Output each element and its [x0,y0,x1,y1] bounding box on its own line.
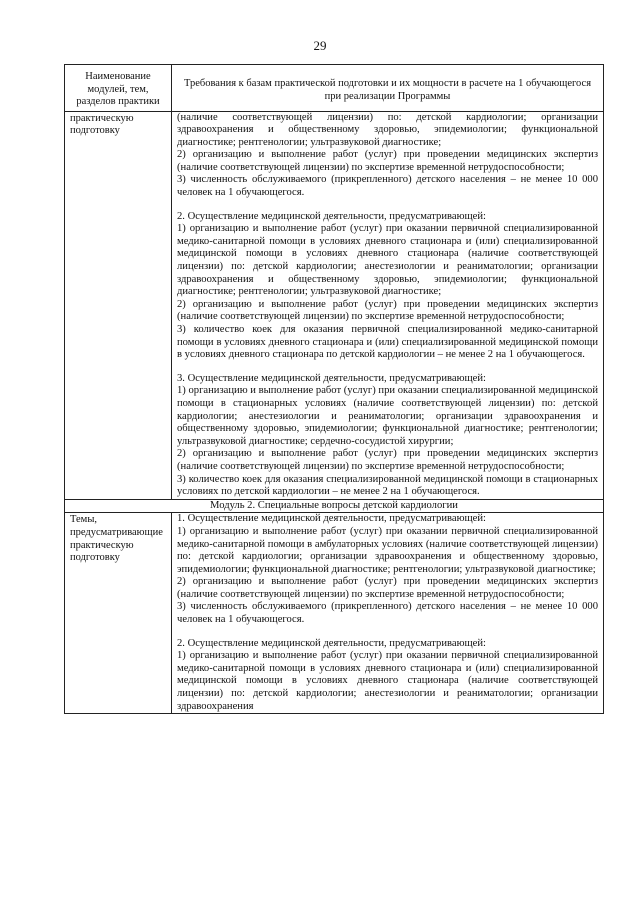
paragraph: 2) организацию и выполнение работ (услуг) при проведении медицинских экспертиз (наличие соответствующей лицензии) по экспертизе временной нетрудоспособности; [177,149,598,173]
paragraph: 1) организацию и выполнение работ (услуг) при оказании первичной специализированной медико-санитарной помощи в условиях дневного стационара и (или) специализированной медицинской помощи в условиях дневного стационара (наличие соответствующей лицензии) по: детской кардиологии; анестезиологии и реаниматологии; организации здравоохранения [177,650,598,712]
paragraph: 3) количество коек для оказания первичной специализированной медико-санитарной помощи в условиях дневного стационара и (или) специализированной медицинской помощи в условиях дневного стационара по детской кардиологии – не менее 2 на 1 обучающегося. [177,324,598,361]
table-row [65,111,604,499]
row2-right-cell [172,513,604,714]
paragraph: 1) организацию и выполнение работ (услуг) при оказании первичной специализированной медико-санитарной помощи в условиях дневного стационара и (или) специализированной медицинской помощи в условиях дневного стационара (наличие соответствующей лицензии) по: детской кардиологии; анестезиологии и реаниматологии; организации здравоохранения и общественному здоровью, эпидемиологии; функциональной диагностике; рентгенологии; ультразвуковой диагностике; [177,223,598,298]
paragraph: 1) организацию и выполнение работ (услуг) при оказании специализированной медицинской помощи в стационарных условиях (наличие соответствующей лицензии) по: детской кардиологии; анестезиологии и реаниматологии; организации здравоохранения и общественному здоровью, эпидемиологии; функциональной диагностике; рентгенологии; ультразвуковой диагностике; сердечно-сосудистой хирургии; [177,385,598,447]
row1-block-2 [172,211,603,362]
header-modules-text: Наименование модулей, тем, разделов практики [76,71,160,107]
header-requirements-text: Требования к базам практической подготовки и их мощности в расчете на 1 обучающегося при реализации Программы [183,78,592,102]
row2-left-cell [65,513,172,714]
row2-block-2 [172,638,603,714]
page-number: 29 [313,38,327,53]
header-cell-modules [65,65,172,112]
row1-block-3 [172,373,603,499]
row2-left-text: Темы, предусматривающие практическую подготовку [70,514,163,564]
row1-left-text: практическую подготовку [70,112,134,137]
paragraph: 2. Осуществление медицинской деятельности, предусматривающей: [177,637,486,649]
paragraph: 1. Осуществление медицинской деятельности, предусматривающей: [177,513,486,525]
module-2-title: Модуль 2. Специальные вопросы детской кардиологии [210,499,458,511]
table-header-row [65,65,604,112]
row1-left-cell [65,111,172,499]
paragraph: 3. Осуществление медицинской деятельности, предусматривающей: [177,372,486,384]
module-title-cell [65,499,604,513]
paragraph: 3) количество коек для оказания специализированной медицинской помощи в стационарных условиях по детской кардиологии – не менее 2 на 1 обучающегося. [177,473,598,498]
paragraph: 3) численность обслуживаемого (прикрепленного) детского населения – не менее 10 000 человек на 1 обучающегося. [177,601,598,626]
paragraph: 2) организацию и выполнение работ (услуг) при проведении медицинских экспертиз (наличие соответствующей лицензии) по экспертизе временной нетрудоспособности; [177,576,598,600]
paragraph: 2. Осуществление медицинской деятельности, предусматривающей: [177,210,486,222]
paragraph: (наличие соответствующей лицензии) по: детской кардиологии; организации здравоохранения и общественному здоровью, эпидемиологии; функциональной диагностике; рентгенологии; ультразвуковой диагностике; [177,111,598,148]
row1-right-cell [172,111,604,499]
paragraph: 3) численность обслуживаемого (прикрепленного) детского населения – не менее 10 000 человек на 1 обучающегося. [177,174,598,199]
module-title-row [65,499,604,513]
row1-block-1 [172,112,603,200]
paragraph: 1) организацию и выполнение работ (услуг) при оказании первичной специализированной медико-санитарной помощи в амбулаторных условиях (наличие соответствующей лицензии) по: детской кардиологии; организации здравоохранения и общественному здоровью, эпидемиологии; функциональной диагностике; рентгенологии; ультразвуковой диагностике; [177,525,598,575]
requirements-table [64,64,604,714]
table-row [65,513,604,714]
paragraph: 2) организацию и выполнение работ (услуг) при проведении медицинских экспертиз (наличие соответствующей лицензии) по экспертизе временной нетрудоспособности; [177,448,598,472]
row2-block-1 [172,513,603,626]
paragraph: 2) организацию и выполнение работ (услуг) при проведении медицинских экспертиз (наличие соответствующей лицензии) по экспертизе временной нетрудоспособности; [177,298,598,323]
header-cell-requirements [172,65,604,112]
